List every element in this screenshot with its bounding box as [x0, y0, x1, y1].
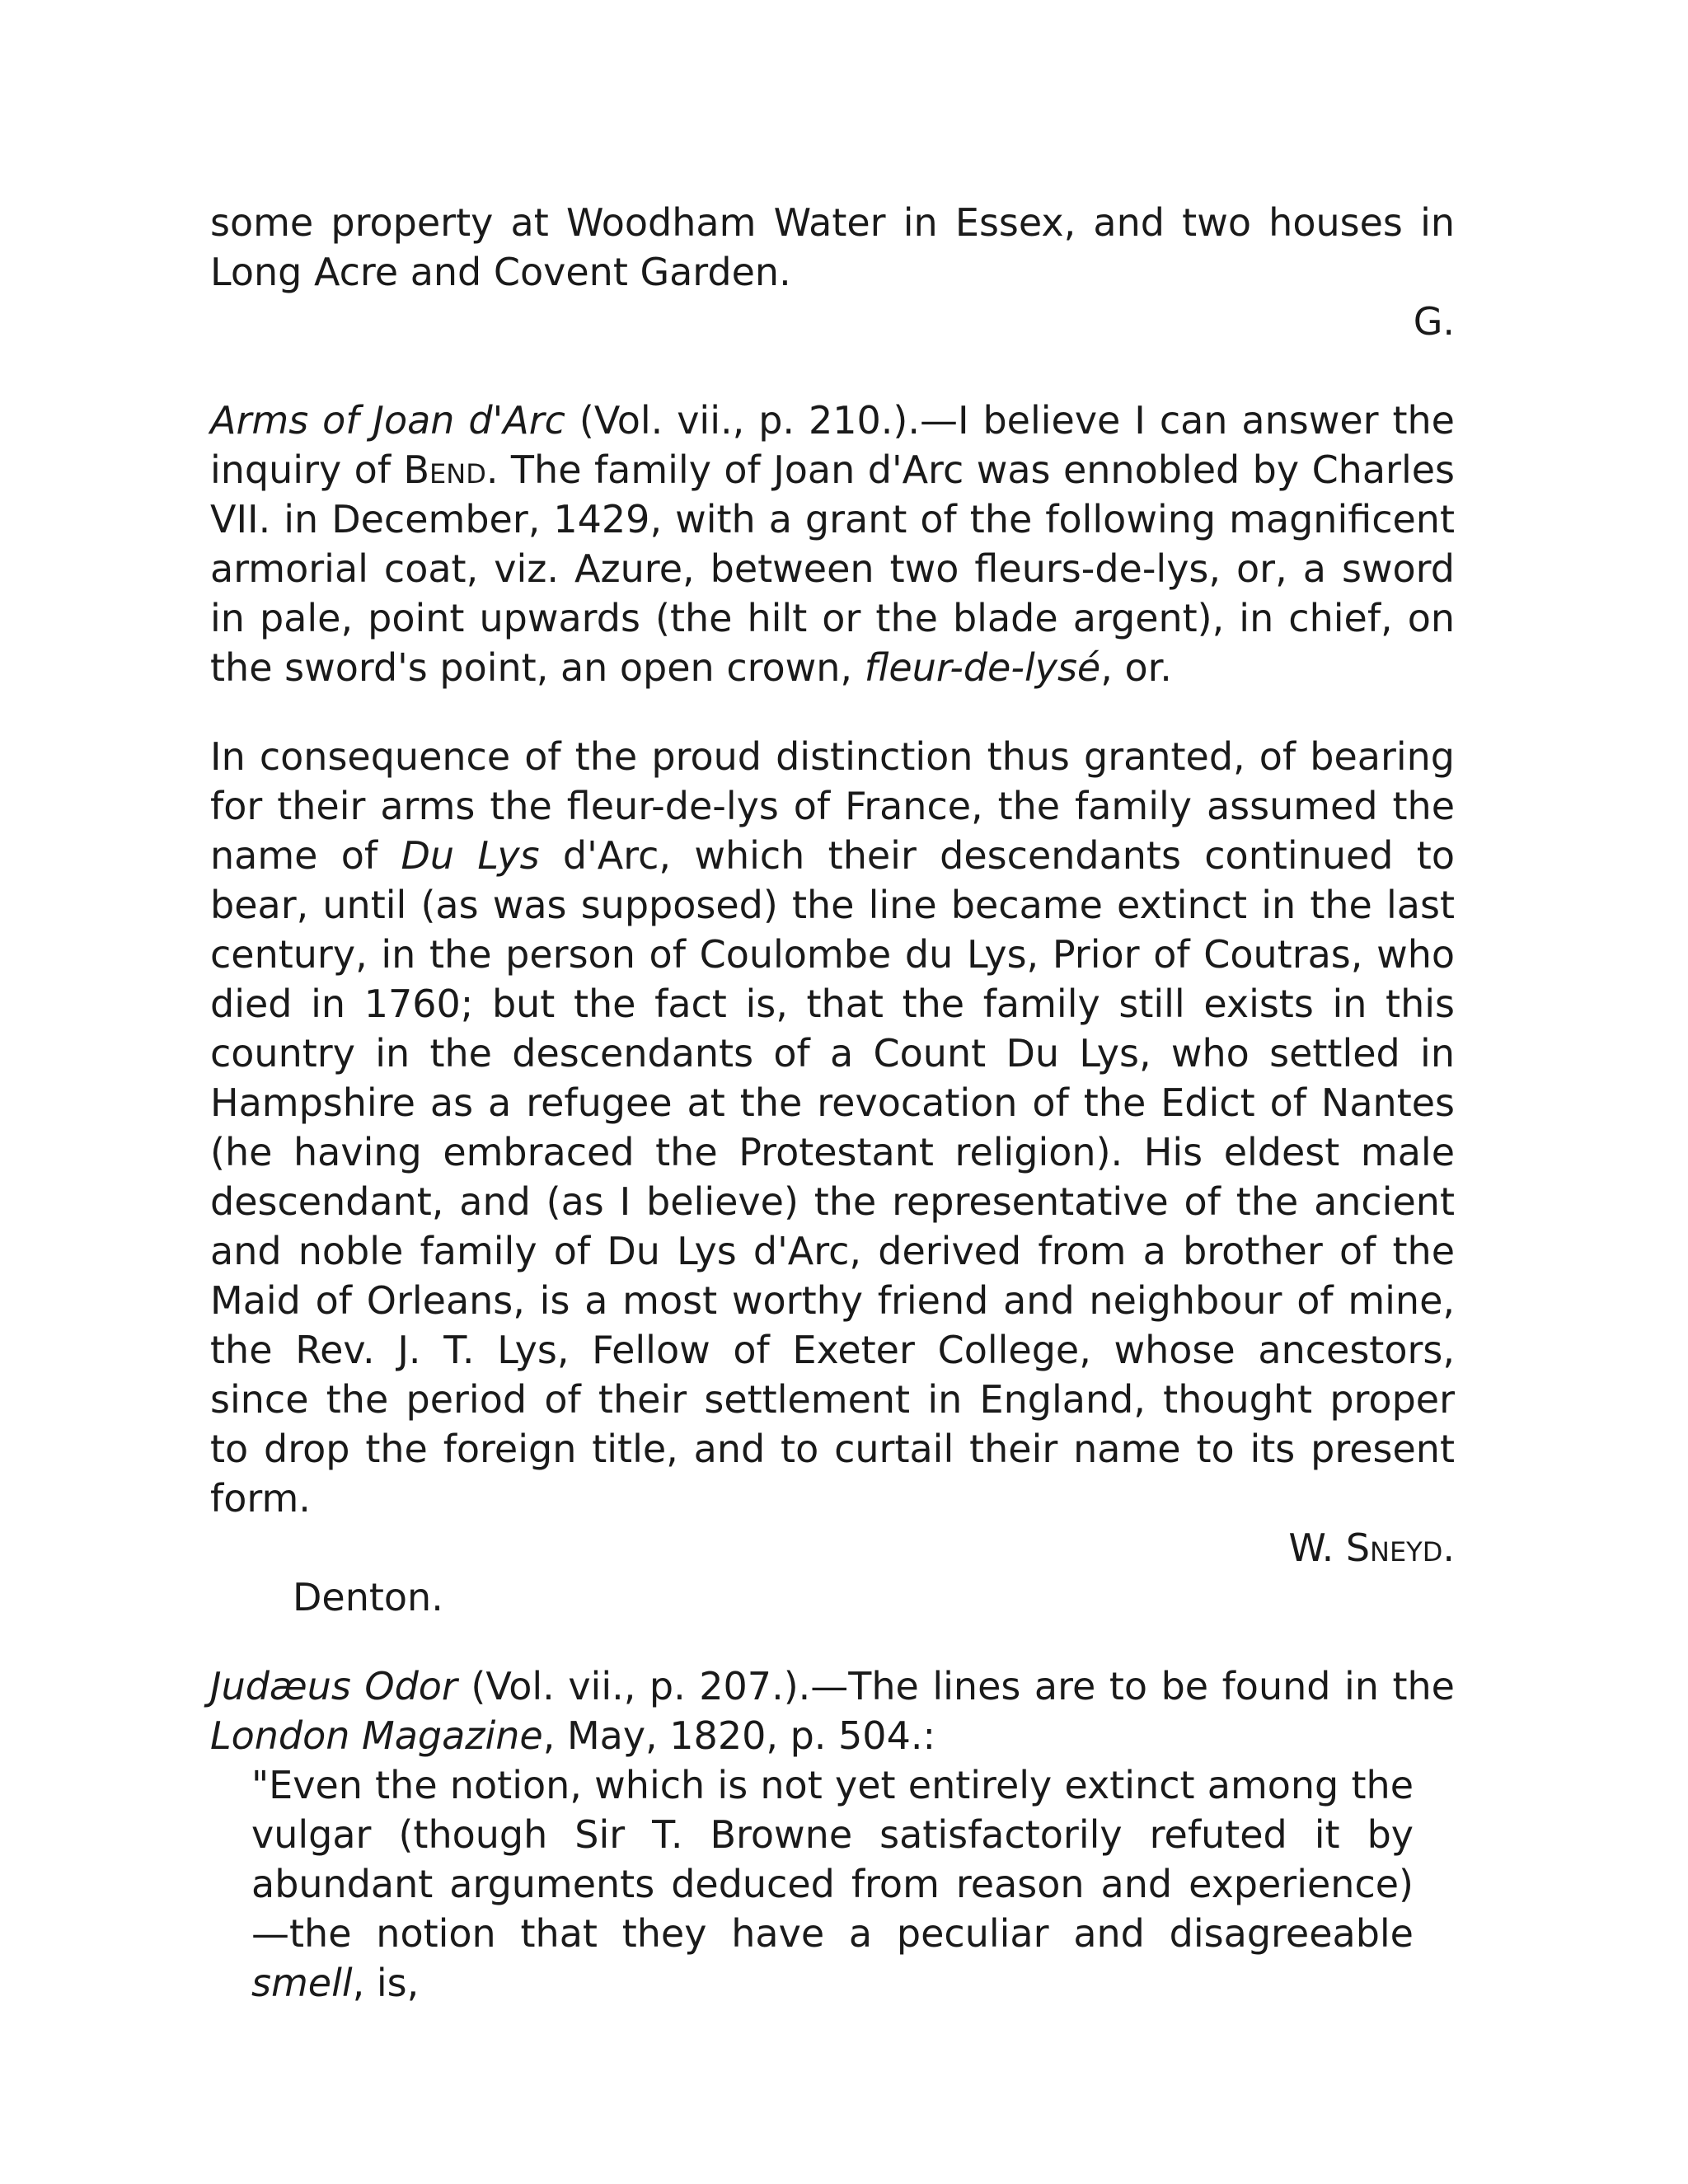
signature-g [210, 297, 1455, 346]
quote-text: "Even the notion, which is not yet entirely extinct among the vulgar (though Sir T. Browne satisfactorily refuted it by abundant arguments deduced from reason and experience)—the notion that they have a peculiar and disagreeable [251, 1763, 1414, 1956]
entry-body: . The family of Joan d'Arc was ennobled by Charles VII. in December, 1429, with a grant of the following magnificent armorial coat, viz. Azure, between two fleurs-de-lys, or, a sword in pale, point upwards (the hilt or the blade argent), in chief, on the sword's point, an open crown, [210, 448, 1455, 690]
signature-initial: W. [1288, 1526, 1346, 1570]
entry-ref: (Vol. vii., p. 210.).—I believe I can answer the inquiry of [210, 398, 1455, 492]
entry-body-end: , or. [1100, 645, 1172, 690]
entry-ref: (Vol. vii., p. 207.).—The lines are to be found in the [457, 1664, 1455, 1708]
signature-text: G. [1413, 299, 1455, 344]
quote-text-end: , is, [352, 1961, 420, 2005]
paragraph-text-rest: d'Arc, which their descendants continued to bear, until (as was supposed) the line became extinct in the last century, in the person of Coulombe du Lys, Prior of Coutras, who died in 1760; but the fact is, that the family still exists in this country in the descendants of a Count Du Lys, who settled in Hampshire as a refugee at the revocation of the Edict of Nantes (he having embraced the Protestant religion). His eldest male descendant, and (as I believe) the representative of the ancient and noble family of Du Lys d'Arc, derived from a brother of the Maid of Orleans, is a most worthy friend and neighbour of mine, the Rev. J. T. Lys, Fellow of Exeter College, whose ancestors, since the period of their settlement in England, thought proper to drop the foreign title, and to curtail their name to its present form. [210, 833, 1455, 1521]
entry-title: Judæus Odor [210, 1664, 457, 1708]
quote-italic: smell [251, 1961, 353, 2005]
place-line [210, 1572, 1455, 1622]
paragraph-text: In consequence of the proud distinction thus granted, of bearing for their arms the fleur-de-lys of France, the family assumed the name of [210, 734, 1455, 878]
entry-arms-paragraph-2 [210, 732, 1455, 1523]
source-rest: , May, 1820, p. 504.: [542, 1713, 935, 1758]
signature-sneyd [210, 1523, 1455, 1572]
signature-name: Sneyd [1345, 1526, 1443, 1570]
page-content [210, 198, 1455, 2008]
continuation-text: some property at Woodham Water in Essex, and two houses in Long Acre and Covent Garden. [210, 200, 1455, 294]
place-text: Denton. [293, 1575, 443, 1619]
entry-title: Arms of Joan d'Arc [210, 398, 565, 443]
signature-end: . [1442, 1526, 1455, 1570]
source-title: London Magazine [210, 1713, 543, 1758]
entry-arms-of-joan [210, 396, 1455, 692]
entry-judaeus-odor [210, 1661, 1455, 1760]
entry-continuation [210, 198, 1455, 297]
entry-body-italic: fleur-de-lysé [864, 645, 1101, 690]
paragraph-italic: Du Lys [401, 833, 540, 878]
querist-name: Bend [403, 448, 486, 492]
block-quote [251, 1760, 1414, 2008]
